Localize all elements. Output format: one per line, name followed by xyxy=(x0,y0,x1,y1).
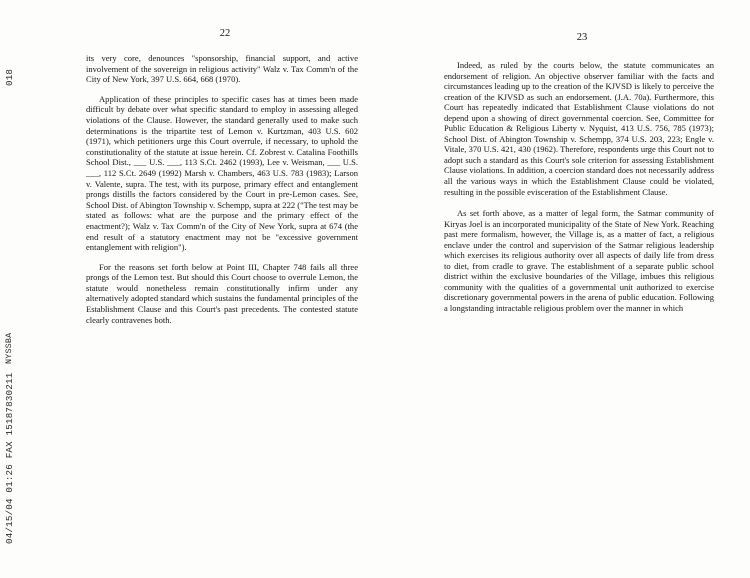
left-page xyxy=(86,28,358,334)
right-page-number: 23 xyxy=(576,32,588,43)
left-paragraph-1: its very core, denounces "sponsorship, financial support, and active involvement of the sovereign in religious activity" Walz v. Tax Comm'n of the City of New York, 397 U.S. 664, 668 (1970). xyxy=(86,53,358,85)
fax-sender: NYSSBA xyxy=(4,332,14,364)
fax-page-marker: 018 xyxy=(4,68,15,86)
right-paragraph-2: As set forth above, as a matter of legal form, the Satmar community of Kiryas Joel is an incorporated municipality of the State of New York. Reaching past mere formalism, however, the Village is, as a matter of fact, a religious enclave under the control and supervision of the Satmar religious leadership which exercises its religious authority over all aspects of daily life from dress to diet, from cradle to grave. The establishment of a separate public school district within the exclusive boundaries of the Village, imbues this religious community with the qualities of a governmental unit authorized to exercise discretionary governmental powers in the arena of public education. Following a longstanding intractable religious problem over the manner in which xyxy=(444,208,714,314)
left-paragraph-2: Application of these principles to specific cases has at times been made difficult by debate over what specific standard to employ in assessing alleged violations of the Clause. However, the standard generally used to make such determinations is the tripartite test of Lemon v. Kurtzman, 403 U.S. 602 (1971), which petitioners urge this Court overrule, if necessary, to uphold the constitutionality of the statute at issue herein. Cf. Zobrest v. Catalina Foothills School Dist., ___ U.S. ___, 113 S.Ct. 2462 (1993), Lee v. Weisman, ___ U.S. ___, 112 S.Ct. 2649 (1992) Marsh v. Chambers, 463 U.S. 783 (1983); Larson v. Valente, supra. The test, with its purpose, primary effect and entanglement prongs distills the factors considered by the Court in pre-Lemon cases. See, School Dist. of Abington Township v. Schempp, supra at 222 ("The test may be stated as follows: what are the purpose and the primary effect of the enactment?); Walz v. Tax Comm'n of the City of New York, supra at 674 (the end result of a statutory enactment may not be "excessive government entanglement with religion"). xyxy=(86,93,358,253)
left-page-number: 22 xyxy=(219,28,231,39)
left-paragraph-3: For the reasons set forth below at Point III, Chapter 748 fails all three prongs of the Lemon test. But should this Court choose to overrule Lemon, the statute would nonetheless remain constitutionally infirm under any alternatively adopted standard which sustains the fundamental principles of the Establishment Clause and this Court's past precedents. The contested statute clearly contravenes both. xyxy=(86,261,358,325)
fax-date-time: 04/15/04 01:26 FAX 15187830211 xyxy=(4,372,15,544)
right-paragraph-1: Indeed, as ruled by the courts below, the statute communicates an endorsement of religion. An objective observer familiar with the facts and circumstances leading up to the creation of the KJVSD is likely to perceive the creation of the KJVSD as such an endorsement. (J.A. 70a). Furthermore, this Court has repeatedly indicated that Establishment Clause violations do not depend upon a showing of direct governmental coercion. See, Committee for Public Education & Religious Liberty v. Nyquist, 413 U.S. 756, 785 (1973); School Dist. of Abington Township v. Schempp, 374 U.S. 203, 223; Engle v. Vitale, 370 U.S. 421, 430 (1962). Therefore, respondents urge this Court not to adopt such a standard as this Court's sole criterion for assessing Establishment Clause violations. In addition, a coercion standard does not necessarily address all the various ways in which the Establishment Clause could be violated, resulting in the possible evisceration of the Establishment Clause. xyxy=(444,60,714,197)
right-page xyxy=(444,32,714,325)
fax-header xyxy=(4,0,18,574)
